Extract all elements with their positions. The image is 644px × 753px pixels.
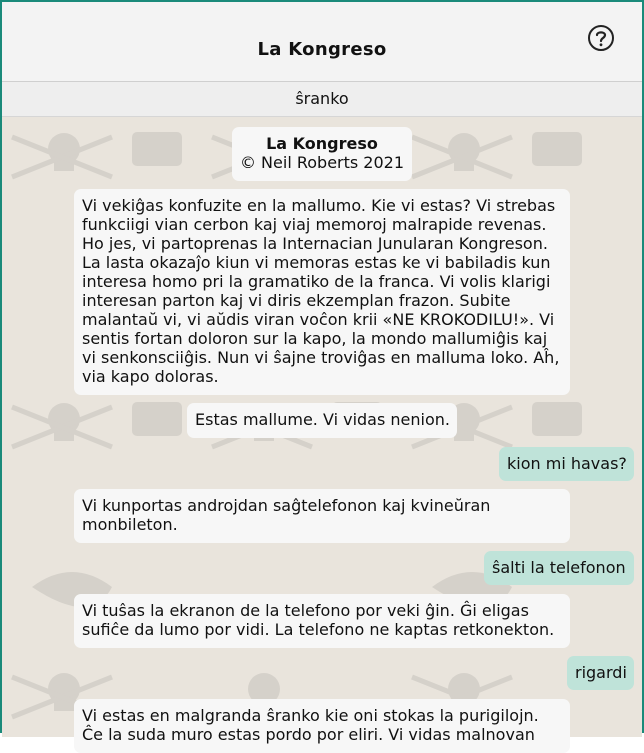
- game-message: Vi vekiĝas konfuzite en la mallumo. Kie vi estas? Vi strebas funkciigi vian cerbon kaj viaj memoroj malrapide revenas. Ho jes, vi partoprenas la Internacian Junularan Kongreson. La lasta okazaĵo kiun vi memoras estas ke vi babiladis kun interesa homo pri la gramatiko de la franca. Vi volis klarigi interesan parton kaj vi diris ekzemplan frazon. Subite malantaŭ vi, vi aŭdis viran voĉon krii «NE KROKODILU!». Vi sentis fortan doloron sur la kapo, la mondo mallumiĝis kaj vi senkonsciiĝis. Nun vi ŝajne troviĝas en malluma loko. Aĥ, via kapo doloras.: [74, 189, 570, 395]
- message-log[interactable]: [2, 117, 642, 744]
- game-message: Vi tuŝas la ekranon de la telefono por veki ĝin. Ĝi eligas sufiĉe da lumo por vidi. La telefono ne kaptas retkonekton.: [74, 594, 570, 648]
- game-message: Vi kunportas androjdan saĝtelefonon kaj kvineŭran monbileton.: [74, 489, 570, 543]
- header: [2, 2, 642, 82]
- game-message: Vi estas en malgranda ŝranko kie oni stokas la purigilojn. Ĉe la suda muro estas pordo por eliri. Vi vidas malnovan: [74, 699, 570, 753]
- intro-title: La Kongreso: [266, 134, 378, 153]
- intro-copyright: © Neil Roberts 2021: [239, 153, 405, 172]
- user-message: rigardi: [567, 656, 634, 690]
- intro-card: [232, 127, 412, 181]
- game-message: Estas mallume. Vi vidas nenion.: [187, 403, 457, 438]
- user-message: ŝalti la telefonon: [484, 551, 634, 585]
- user-message: kion mi havas?: [499, 447, 634, 481]
- location-bar: ŝranko: [2, 82, 642, 117]
- question-circle-icon[interactable]: [587, 24, 615, 52]
- page-title: La Kongreso: [257, 39, 387, 60]
